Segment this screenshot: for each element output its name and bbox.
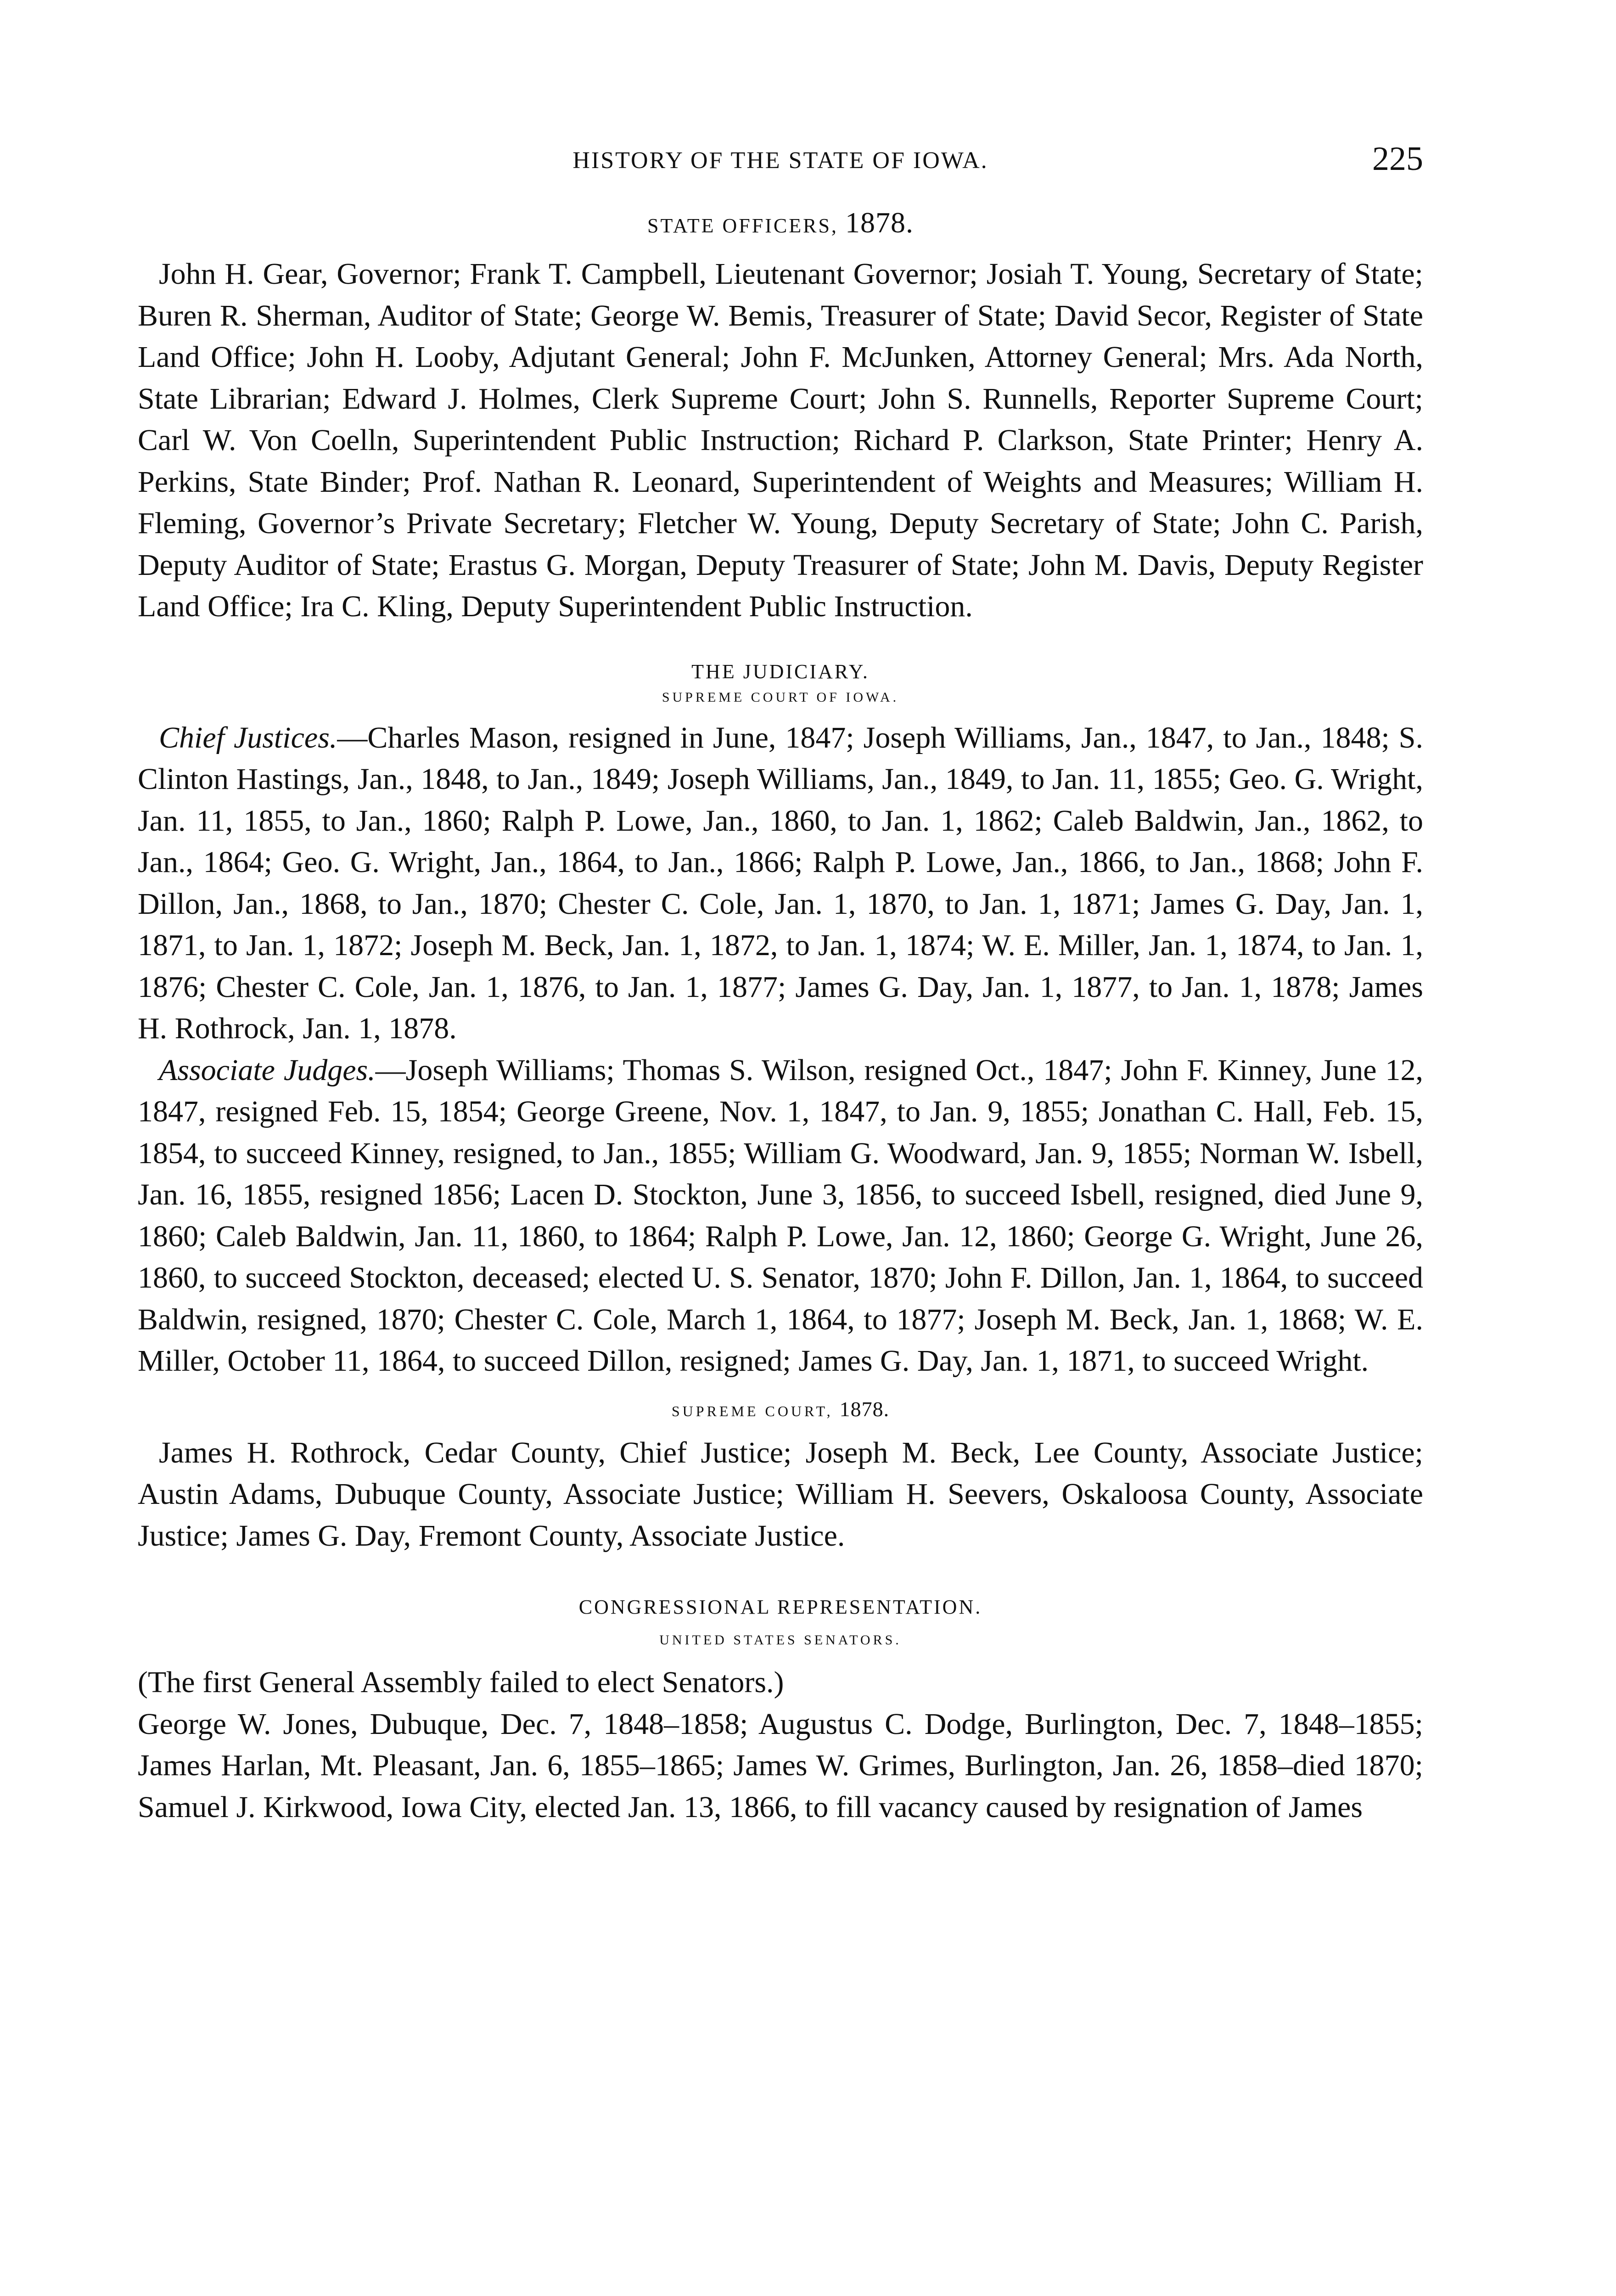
supreme-court-1878-year: 1878. [839,1397,890,1421]
running-header [138,138,1423,182]
state-officers-paragraph: John H. Gear, Governor; Frank T. Campbell, Lieutenant Governor; Josiah T. Young, Secretary of State; Buren R. Sherman, Auditor of State; George W. Bemis, Treasurer of State; David Secor, Register of State Land Office; John H. Looby, Adjutant General; John F. McJunken, Attorney General; Mrs. Ada North, State Librarian; Edward J. Holmes, Clerk Supreme Court; John S. Runnells, Reporter Supreme Court; Carl W. Von Coelln, Superintendent Public Instruction; Richard P. Clarkson, State Printer; Henry A. Perkins, State Binder; Prof. Nathan R. Leonard, Superintendent of Weights and Measures; William H. Fleming, Governor’s Private Secretary; Fletcher W. Young, Deputy Secretary of State; John C. Parish, Deputy Auditor of State; Erastus G. Morgan, Deputy Treasurer of State; John M. Davis, Deputy Register Land Office; Ira C. Kling, Deputy Superintendent Public Instruction. [138,257,1423,623]
supreme-court-of-iowa-subheading: SUPREME COURT OF IOWA. [662,689,899,705]
associate-judges-label: Associate Judges. [159,1053,376,1087]
supreme-court-1878-heading-text: SUPREME COURT, [671,1402,833,1419]
running-title: HISTORY OF THE STATE OF IOWA. [572,147,988,174]
senators-note: (The first General Assembly failed to elect Senators.) [138,1666,784,1699]
united-states-senators-subheading: UNITED STATES SENATORS. [659,1632,902,1648]
associate-judges-text: —Joseph Williams; Thomas S. Wilson, resigned Oct., 1847; John F. Kinney, June 12, 1847, resigned Feb. 15, 1854; George Greene, Nov. 1, 1847, to Jan. 9, 1855; Jonathan C. Hall, Feb. 15, 1854, to succeed Kinney, resigned, to Jan., 1855; William G. Woodward, Jan. 9, 1855; Norman W. Isbell, Jan. 16, 1855, resigned 1856; Lacen D. Stockton, June 3, 1856, to succeed Isbell, resigned, died June 9, 1860; Caleb Baldwin, Jan. 11, 1860, to 1864; Ralph P. Lowe, Jan. 12, 1860; George G. Wright, June 26, 1860, to succeed Stockton, deceased; elected U. S. Senator, 1870; John F. Dillon, Jan. 1, 1864, to succeed Baldwin, resigned, 1870; Chester C. Cole, March 1, 1864, to 1877; Joseph M. Beck, Jan. 1, 1868; W. E. Miller, October 11, 1864, to succeed Dillon, resigned; James G. Day, Jan. 1, 1871, to succeed Wright. [138,1053,1423,1378]
chief-justices-text: —Charles Mason, resigned in June, 1847; Joseph Williams, Jan., 1847, to Jan., 1848; S. Clinton Hastings, Jan., 1848, to Jan., 1849; Joseph Williams, Jan., 1849, to Jan. 11, 1855; Geo. G. Wright, Jan. 11, 1855, to Jan., 1860; Ralph P. Lowe, Jan., 1860, to Jan. 1, 1862; Caleb Baldwin, Jan., 1862, to Jan., 1864; Geo. G. Wright, Jan., 1864, to Jan., 1866; Ralph P. Lowe, Jan., 1866, to Jan., 1868; John F. Dillon, Jan., 1868, to Jan., 1870; Chester C. Cole, Jan. 1, 1870, to Jan. 1, 1871; James G. Day, Jan. 1, 1871, to Jan. 1, 1872; Joseph M. Beck, Jan. 1, 1872, to Jan. 1, 1874; W. E. Miller, Jan. 1, 1874, to Jan. 1, 1876; Chester C. Cole, Jan. 1, 1876, to Jan. 1, 1877; James G. Day, Jan. 1, 1877, to Jan. 1, 1878; James H. Rothrock, Jan. 1, 1878. [138,720,1423,1045]
supreme-court-1878-subheading [138,1397,1423,1421]
associate-judges-paragraph [138,1050,1423,1382]
chief-justices-label: Chief Justices. [159,720,337,754]
supreme-court-1878-paragraph: James H. Rothrock, Cedar County, Chief Justice; Joseph M. Beck, Lee County, Associate Justice; Austin Adams, Dubuque County, Associate Justice; William H. Seevers, Oskaloosa County, Associate Justice; James G. Day, Fremont County, Associate Justice. [138,1435,1423,1553]
chief-justices-paragraph [138,717,1423,1050]
book-page [138,138,1423,2296]
congressional-representation-heading: CONGRESSIONAL REPRESENTATION. [578,1596,982,1618]
page-number: 225 [1372,140,1423,178]
state-officers-heading [138,206,1423,240]
senators-paragraph: George W. Jones, Dubuque, Dec. 7, 1848–1858; Augustus C. Dodge, Burlington, Dec. 7, 1848–1855; James Harlan, Mt. Pleasant, Jan. 6, 1855–1865; James W. Grimes, Burlington, Jan. 26, 1858–died 1870; Samuel J. Kirkwood, Iowa City, elected Jan. 13, 1866, to fill vacancy caused by resignation of James [138,1707,1423,1824]
state-officers-heading-text: STATE OFFICERS, [647,214,838,237]
judiciary-heading: THE JUDICIARY. [691,660,870,683]
state-officers-year: 1878. [845,206,914,239]
